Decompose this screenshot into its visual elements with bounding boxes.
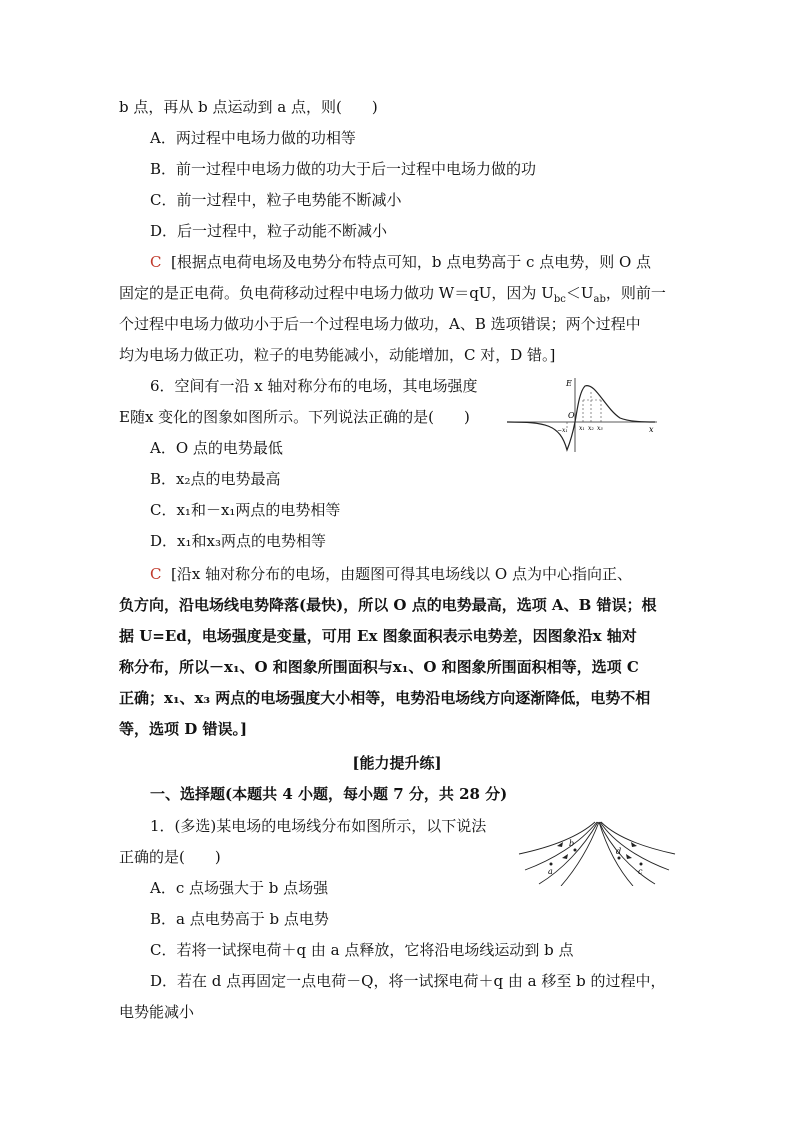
q6-stem-line-1: 6．空间有一沿 x 轴对称分布的电场，其电场强度 (150, 377, 478, 395)
part-heading: 一、选择题(本题共 4 小题，每小题 7 分，共 28 分) (150, 785, 508, 803)
section-title: [能力提升练] (352, 754, 442, 772)
e-label: E (566, 379, 572, 388)
q5-explanation-line-4: 均为电场力做正功，粒子的电势能减小，动能增加，C 对，D 错。] (119, 346, 556, 364)
q1-stem-line-2: 正确的是( ) (119, 848, 221, 866)
q5-explanation-line-1: C [根据点电荷电场及电势分布特点可知，b 点电势高于 c 点电势，则 O 点 (150, 253, 652, 271)
q5-option-d: D．后一过程中，粒子动能不断减小 (150, 222, 388, 240)
x2-label: x₂ (588, 425, 594, 432)
neg-x1-label: −x₁ (557, 427, 568, 434)
point-c-label: c (638, 867, 643, 876)
q6-option-b: B．x₂点的电势最高 (150, 470, 281, 488)
q6-option-d: D．x₁和x₃两点的电势相等 (150, 532, 326, 550)
q6-option-a: A．O 点的电势最低 (150, 439, 283, 457)
q6-explanation-line-4: 称分布，所以－x₁、O 和图象所围面积与x₁、O 和图象所围面积相等，选项 C (119, 658, 639, 676)
x-label: x (649, 425, 654, 434)
q6-explanation-line-5: 正确；x₁、x₃ 两点的电场强度大小相等，电势沿电场线方向逐渐降低，电势不相 (119, 689, 651, 707)
e-x-graph (505, 372, 663, 454)
q6-explanation-line-2: 负方向，沿电场线电势降落(最快)，所以 O 点的电势最高，选项 A、B 错误；根 (119, 596, 657, 614)
q1-option-d-cont: 电势能减小 (119, 1003, 195, 1021)
e-curve (507, 386, 655, 450)
q5-stem-tail: b 点，再从 b 点运动到 a 点，则( ) (119, 98, 378, 116)
q1-stem-line-1: 1．(多选)某电场的电场线分布如图所示，以下说法 (150, 817, 487, 835)
field-lines-figure (517, 820, 677, 886)
origin-label: O (568, 411, 575, 420)
q5-option-a: A．两过程中电场力做的功相等 (150, 129, 356, 147)
point-d-label: d (616, 847, 622, 856)
q6-explanation-line-1: C [沿x 轴对称分布的电场，由题图可得其电场线以 O 点为中心指向正、 (150, 565, 632, 583)
q1-option-c: C．若将一试探电荷＋q 由 a 点释放，它将沿电场线运动到 b 点 (150, 941, 574, 959)
q5-option-c: C．前一过程中，粒子电势能不断减小 (150, 191, 402, 209)
q6-option-c: C．x₁和－x₁两点的电势相等 (150, 501, 341, 519)
q5-explanation-line-2: 固定的是正电荷。负电荷移动过程中电场力做功 W＝qU，因为 $U_{bc}<U_{ab}$，则前一 (119, 284, 666, 305)
x1-label: x₁ (579, 425, 585, 432)
q1-option-d: D．若在 d 点再固定一点电荷－Q，将一试探电荷＋q 由 a 移至 b 的过程中， (150, 972, 666, 990)
q5-explanation-line-3: 个过程中电场力做功小于后一个过程电场力做功，A、B 选项错误；两个过程中 (119, 315, 641, 333)
q6-explanation-line-6: 等，选项 D 错误。] (119, 720, 248, 738)
q5-answer: C (150, 253, 162, 271)
point-b-label: b (569, 839, 575, 848)
q1-option-b: B．a 点电势高于 b 点电势 (150, 910, 329, 928)
q6-answer: C (150, 565, 162, 583)
q5-option-b: B．前一过程中电场力做的功大于后一过程中电场力做的功 (150, 160, 537, 178)
x3-label: x₃ (597, 425, 603, 432)
q6-stem-line-2: E随x 变化的图象如图所示。下列说法正确的是( ) (119, 408, 470, 426)
q1-option-a: A．c 点场强大于 b 点场强 (150, 879, 329, 897)
q6-explanation-line-3: 据 U=Ed，电场强度是变量，可用 Ex 图象面积表示电势差，因图象沿x 轴对 (119, 627, 637, 645)
point-a-label: a (548, 867, 553, 876)
